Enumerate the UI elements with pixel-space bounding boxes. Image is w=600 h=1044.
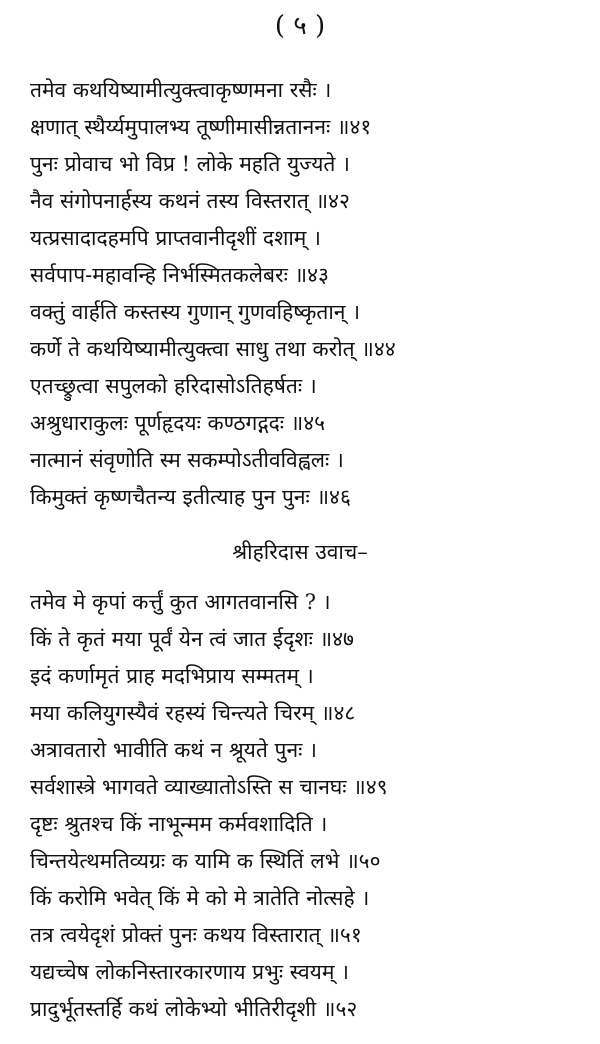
verse-line: एतच्छ्रुत्वा सपुलको हरिदासोऽतिहर्षतः । [30, 374, 317, 398]
verse-line: पुनः प्रोवाच भो विप्र ! लोके महति युज्यते । [30, 152, 350, 176]
verse-line: चिन्तयेत्थमतिव्यग्रः क यामि क स्थितिं लभे ॥५० [30, 849, 381, 873]
verse-line: दृष्टः श्रुतश्च किं नाभून्मम कर्मवशादिति । [30, 812, 328, 836]
verse-line: किं करोमि भवेत् किं मे को मे त्रातेति नोत्सहे । [30, 886, 370, 910]
verse-line: किं ते कृतं मया पूर्वं येन त्वं जात ईदृशः ॥४७ [30, 627, 354, 651]
verse-line: अश्रुधाराकुलः पूर्णहृदयः कण्ठगद्गदः ॥४५ [30, 411, 326, 435]
verse-line: क्षणात् स्थैर्य्यमुपालभ्य तूष्णीमासीन्नताननः ॥४१ [30, 115, 372, 139]
verse-line: वक्तुं वार्हति कस्तस्य गुणान् गुणवहिष्कृतान् । [30, 300, 361, 324]
verse-line: यत्प्रसादादहमपि प्राप्तवानीदृशीं दशाम् । [30, 226, 321, 250]
verse-line: प्रादुर्भूतस्तर्हि कथं लोकेभ्यो भीतिरीदृशी ॥५२ [30, 997, 358, 1021]
verse-line: इदं कर्णामृतं प्राह मदभिप्राय सम्मतम् । [30, 664, 314, 688]
verses-before [0, 72, 600, 516]
section-heading: श्रीहरिदास उवाच– [232, 540, 368, 564]
verse-line: कर्णे ते कथयिष्यामीत्युक्त्वा साधु तथा करोत् ॥४४ [30, 337, 396, 361]
verse-line: नात्मानं संवृणोति स्म सकम्पोऽतीवविह्वलः । [30, 448, 344, 472]
verses-after [0, 584, 600, 1028]
verse-line: यद्यच्चेष लोकनिस्तारकारणाय प्रभुः स्वयम् । [30, 960, 350, 984]
verse-line: सर्वपाप-महावन्हि निर्भस्मितकलेबरः ॥४३ [30, 263, 329, 287]
page-number: ( ५ ) [274, 11, 326, 41]
verse-line: मया कलियुगस्यैवं रहस्यं चिन्त्यते चिरम् ॥४८ [30, 701, 356, 725]
verse-line: नैव संगोपनार्हस्य कथनं तस्य विस्तरात् ॥४२ [30, 189, 350, 213]
verse-line: तत्र त्वयेदृशं प्रोक्तं पुनः कथय विस्तारात् ॥५१ [30, 923, 362, 947]
verse-line: अत्रावतारो भावीति कथं न श्रूयते पुनः । [30, 738, 317, 762]
verse-line: सर्वशास्त्रे भागवते व्याख्यातोऽस्ति स चानघः ॥४९ [30, 775, 388, 799]
verse-line: तमेव कथयिष्यामीत्युक्त्वाकृष्णमना रसैः । [30, 78, 332, 102]
verse-line: किमुक्तं कृष्णचैतन्य इतीत्याह पुन पुनः ॥४६ [30, 485, 351, 509]
verse-line: तमेव मे कृपां कर्त्तुं कुत आगतवानसि ? । [30, 590, 331, 614]
